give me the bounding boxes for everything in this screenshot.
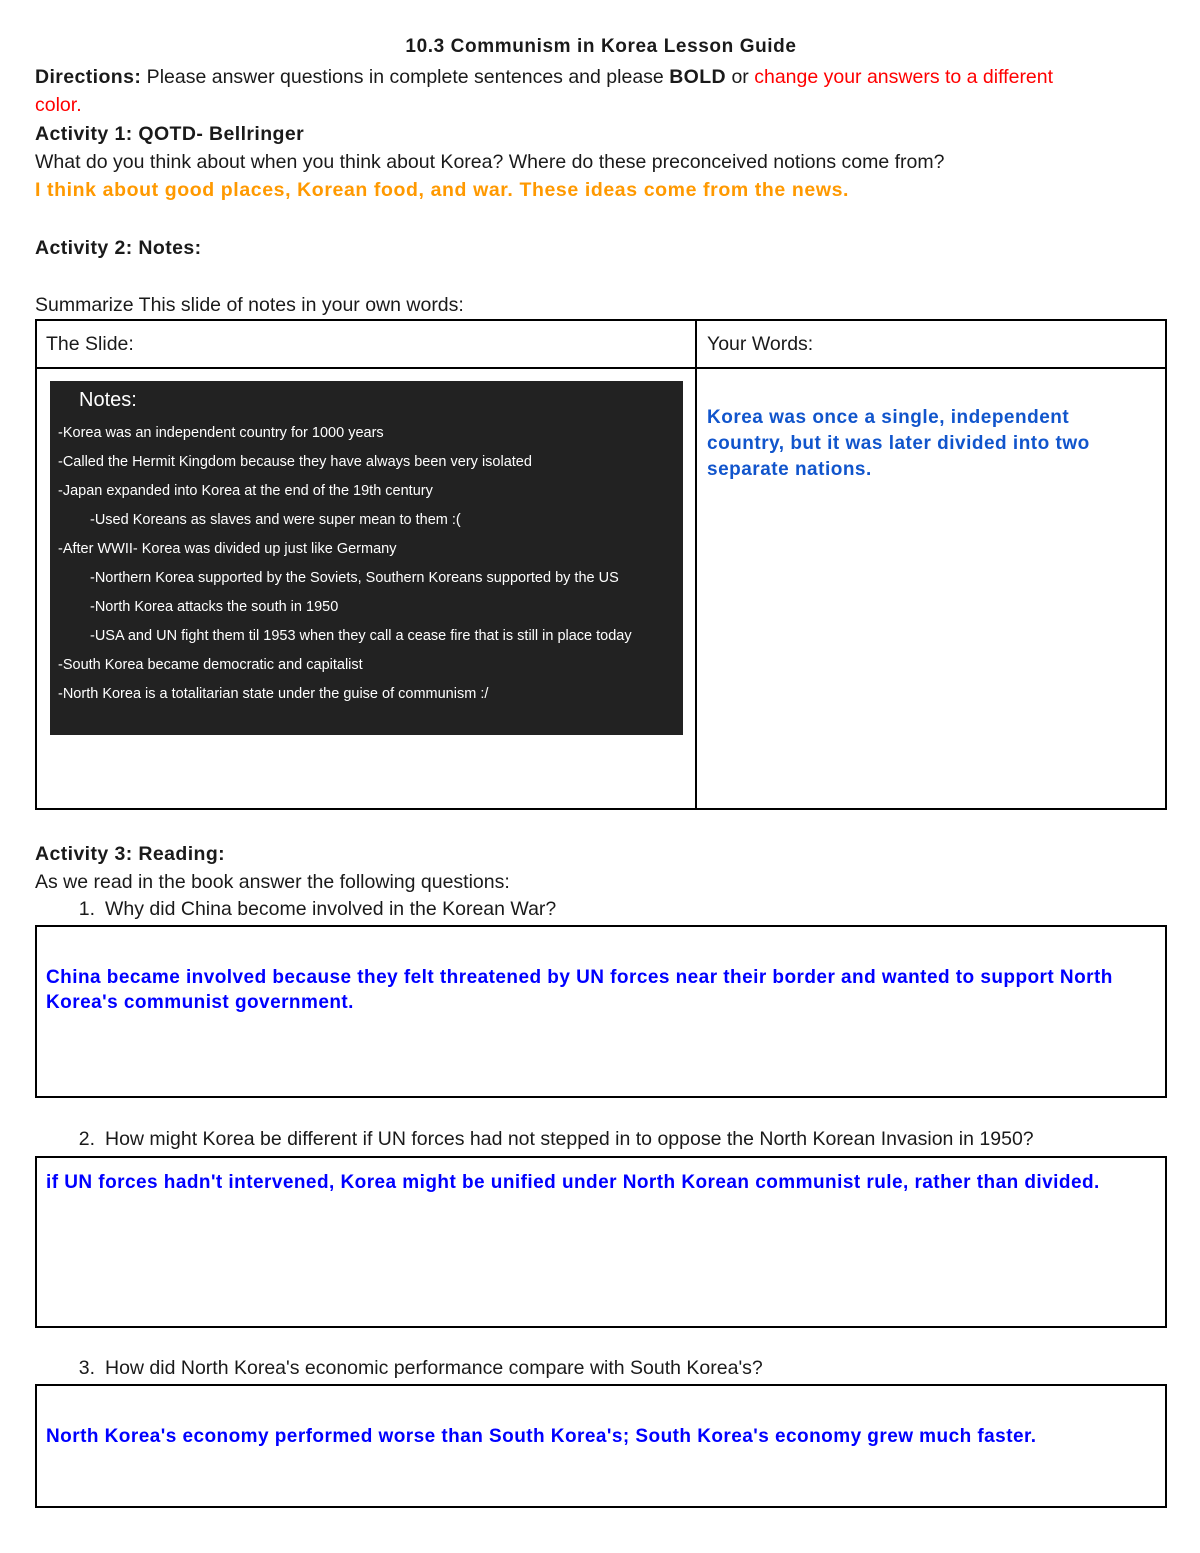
activity3-prompt: As we read in the book answer the following questions: (35, 871, 510, 893)
directions-line (35, 63, 1053, 91)
question-text: How did North Korea's economic performance compare with South Korea's? (105, 1357, 763, 1379)
question-number: 2. (78, 1128, 95, 1150)
slide-note-line: -Korea was an independent country for 1000 years (58, 425, 384, 441)
answer-box-1[interactable] (35, 925, 1167, 1098)
activity1-heading: Activity 1: QOTD- Bellringer (35, 123, 305, 145)
your-words-answer[interactable]: Korea was once a single, independent country, but it was later divided into two separate nations. (707, 407, 1090, 480)
col-header-your-words: Your Words: (707, 333, 814, 355)
directions-red-continued: color. (35, 94, 82, 116)
answer-text-2: if UN forces hadn't intervened, Korea might be unified under North Korean communist rule, rather than divided. (46, 1172, 1100, 1193)
answer-box-2[interactable] (35, 1156, 1167, 1328)
question-3 (35, 1357, 763, 1380)
slide-note-line: -North Korea is a totalitarian state under the guise of communism :/ (58, 686, 489, 702)
activity1-question: What do you think about when you think about Korea? Where do these preconceived notions come from? (35, 151, 945, 173)
slide-note-line: -Northern Korea supported by the Soviets, Southern Koreans supported by the US (90, 570, 619, 586)
directions-text: Please answer questions in complete sentences and please (141, 66, 670, 88)
directions-red-text: change your answers to a different (754, 66, 1054, 88)
question-2 (35, 1128, 1034, 1151)
slide-note-line: -USA and UN fight them til 1953 when they call a cease fire that is still in place today (90, 628, 632, 644)
table-divider (695, 321, 697, 808)
page-title: 10.3 Communism in Korea Lesson Guide (405, 36, 797, 57)
answer-box-3[interactable] (35, 1384, 1167, 1508)
question-text: Why did China become involved in the Korean War? (105, 898, 557, 920)
activity3-heading: Activity 3: Reading: (35, 843, 226, 865)
slide-note-line: -North Korea attacks the south in 1950 (90, 599, 339, 615)
question-number: 3. (78, 1357, 95, 1379)
question-number: 1. (78, 898, 95, 920)
slide-note-line: -South Korea became democratic and capitalist (58, 657, 363, 673)
directions-bold-word: BOLD (669, 66, 727, 88)
activity1-answer[interactable]: I think about good places, Korean food, and war. These ideas come from the news. (35, 179, 850, 201)
slide-title: Notes: (79, 389, 137, 411)
slide-note-line: -Japan expanded into Korea at the end of the 19th century (58, 483, 433, 499)
col-header-slide: The Slide: (46, 333, 134, 355)
slide-note-line: -Called the Hermit Kingdom because they have always been very isolated (58, 454, 532, 470)
answer-text-1: China became involved because they felt threatened by UN forces near their border and wanted to support North Korea's communist government. (46, 967, 1113, 1013)
activity2-prompt: Summarize This slide of notes in your own words: (35, 294, 464, 316)
answer-text-3: North Korea's economy performed worse than South Korea's; South Korea's economy grew much faster. (46, 1426, 1037, 1447)
slide-note-line: -After WWII- Korea was divided up just like Germany (58, 541, 397, 557)
directions-or: or (726, 66, 755, 88)
table-header-divider (37, 367, 1165, 369)
question-text: How might Korea be different if UN forces had not stepped in to oppose the North Korean Invasion in 1950? (105, 1128, 1034, 1150)
directions-label: Directions: (35, 66, 142, 88)
slide-note-line: -Used Koreans as slaves and were super mean to them :( (90, 512, 461, 528)
notes-table (35, 319, 1167, 810)
notes-slide-image (50, 381, 683, 735)
activity2-heading: Activity 2: Notes: (35, 237, 202, 259)
question-1 (35, 898, 556, 921)
